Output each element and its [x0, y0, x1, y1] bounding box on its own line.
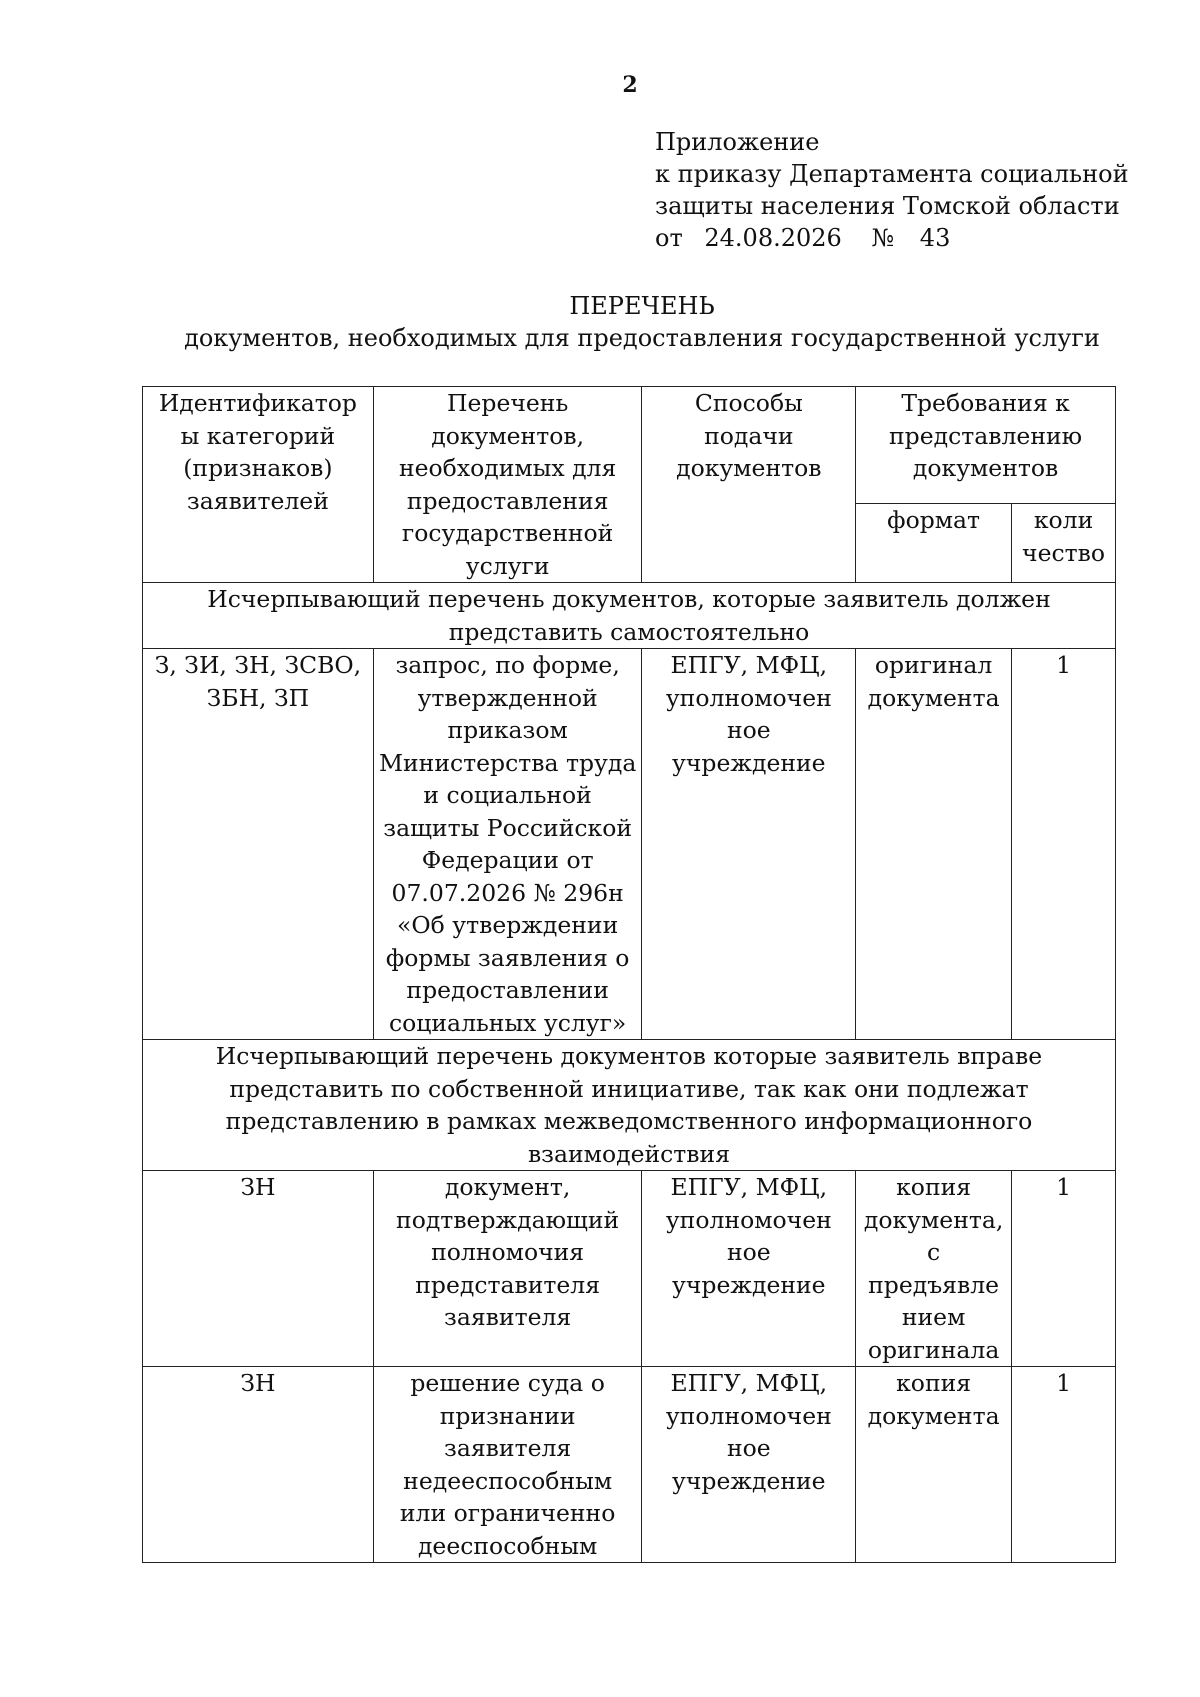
cell-methods: ЕПГУ, МФЦ, уполномочен ное учреждение: [642, 649, 856, 1040]
cell-document: документ, подтверждающий полномочия представителя заявителя: [373, 1171, 642, 1367]
appendix-header: [655, 126, 1129, 254]
cell-document: решение суда о признании заявителя недееспособным или ограниченно дееспособным: [373, 1367, 642, 1563]
cell-quantity: 1: [1012, 1171, 1116, 1367]
header-format: формат: [856, 504, 1012, 583]
cell-categories: З, ЗИ, ЗН, ЗСВО, ЗБН, ЗП: [143, 649, 374, 1040]
cell-categories: ЗН: [143, 1367, 374, 1563]
section-title-optional: Исчерпывающий перечень документов которые заявитель вправе представить по собственной инициативе, так как они подлежат представлению в рамках межведомственного информационного взаимодействия: [143, 1040, 1116, 1171]
header-documents-list: Перечень документов, необходимых для предоставления государственной услуги: [373, 387, 642, 583]
order-number: 43: [919, 224, 951, 252]
section-row: [143, 1040, 1116, 1171]
cell-format: копия документа, с предъявле нием оригинала: [856, 1171, 1012, 1367]
header-requirements: Требования к представлению документов: [856, 387, 1116, 504]
documents-table: [142, 386, 1116, 1563]
cell-format: оригинал документа: [856, 649, 1012, 1040]
header-applicant-categories: Идентификатор ы категорий (признаков) заявителей: [143, 387, 374, 583]
number-sign: №: [871, 224, 895, 252]
cell-methods: ЕПГУ, МФЦ, уполномочен ное учреждение: [642, 1367, 856, 1563]
title-heading: ПЕРЕЧЕНЬ: [569, 292, 715, 320]
from-label: от: [655, 224, 683, 252]
appendix-order-reference: [655, 222, 1129, 254]
header-quantity: коли чество: [1012, 504, 1116, 583]
cell-quantity: 1: [1012, 649, 1116, 1040]
table-row: [143, 649, 1116, 1040]
document-title: [142, 290, 1142, 354]
cell-categories: ЗН: [143, 1171, 374, 1367]
table-header-row: [143, 387, 1116, 504]
table-row: [143, 1367, 1116, 1563]
section-title-mandatory: Исчерпывающий перечень документов, которые заявитель должен представить самостоятельно: [143, 583, 1116, 649]
table-row: [143, 1171, 1116, 1367]
cell-document: запрос, по форме, утвержденной приказом Министерства труда и социальной защиты Российской Федерации от 07.07.2026 № 296н «Об утверждении формы заявления о предоставлении социальных услуг»: [373, 649, 642, 1040]
section-row: [143, 583, 1116, 649]
order-date: 24.08.2026: [704, 224, 842, 252]
appendix-department-line: защиты населения Томской области: [655, 192, 1120, 220]
title-subheading: документов, необходимых для предоставления государственной услуги: [184, 324, 1100, 352]
cell-quantity: 1: [1012, 1367, 1116, 1563]
cell-methods: ЕПГУ, МФЦ, уполномочен ное учреждение: [642, 1171, 856, 1367]
appendix-order-line: к приказу Департамента социальной: [655, 160, 1129, 188]
cell-format: копия документа: [856, 1367, 1012, 1563]
page-number: 2: [622, 72, 638, 98]
header-submission-methods: Способы подачи документов: [642, 387, 856, 583]
appendix-title: Приложение: [655, 128, 820, 156]
